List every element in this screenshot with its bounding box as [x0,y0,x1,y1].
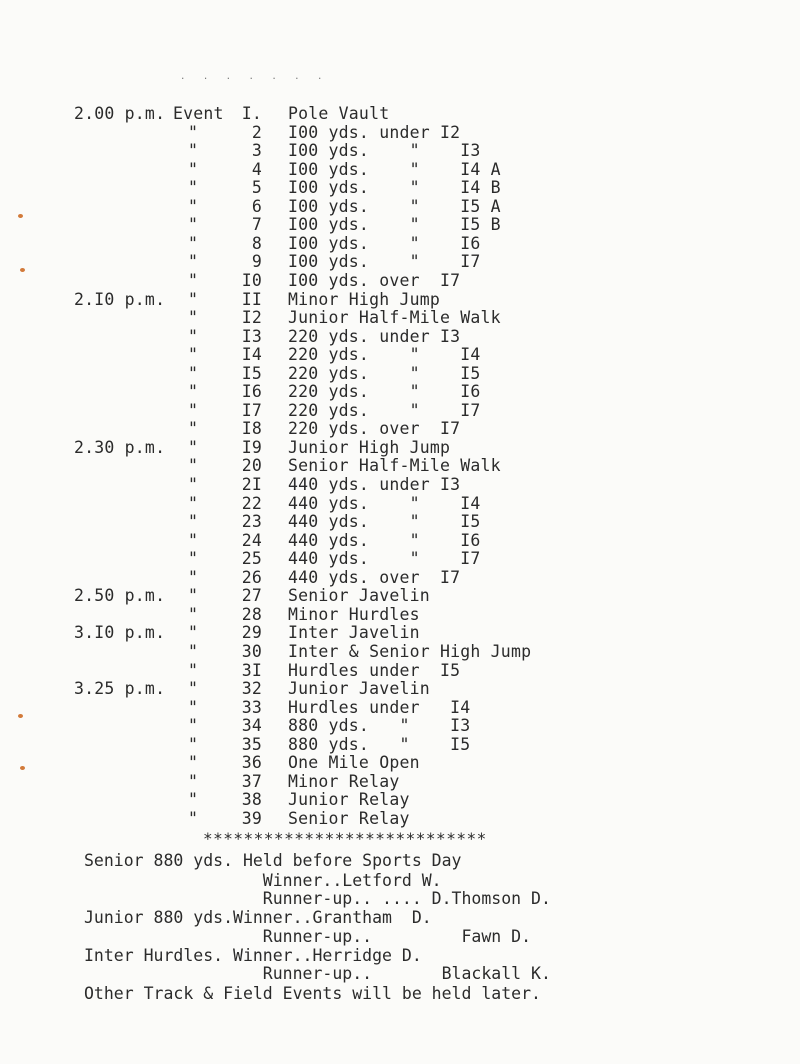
event-label: " [188,771,199,791]
event-description: I00 yds. " I4 B [288,178,501,198]
event-label: " [188,512,199,532]
event-description: Senior Half-Mile Walk [288,456,501,476]
event-number: 30 [241,641,262,661]
event-label: " [188,122,199,142]
event-number: 27 [241,586,262,606]
event-label: " [188,326,199,346]
event-description: Junior Relay [288,790,410,810]
event-number: 34 [241,716,262,736]
event-description: I00 yds. over I7 [288,270,461,290]
event-description: 220 yds. " I6 [288,382,481,402]
event-number: 29 [241,623,262,643]
result-line: Junior 880 yds.Winner..Grantham D. [84,908,432,927]
event-number: I2 [241,308,262,328]
result-line: Inter Hurdles. Winner..Herridge D. [84,946,422,965]
event-number: 4 [251,159,262,179]
event-label: " [188,679,199,699]
event-label: " [188,530,199,550]
event-label: " [188,345,199,365]
event-label: " [188,808,199,828]
event-description: Junior High Jump [288,437,451,457]
event-number: 2I [241,475,262,494]
event-label: " [188,753,199,773]
event-number: I8 [241,419,262,439]
event-label: " [188,567,199,587]
event-label: " [188,308,199,328]
event-time: 2.00 p.m. [74,104,166,123]
event-description: 220 yds. over I7 [288,419,461,439]
event-description: 220 yds. " I7 [288,400,481,420]
event-label: " [188,549,199,569]
event-number: 35 [241,734,262,754]
event-label: " [188,400,199,420]
event-label: " [188,623,199,643]
event-description: 880 yds. " I5 [288,734,471,754]
result-line: Runner-up.. Blackall K. [84,964,551,983]
event-description: Minor Relay [288,771,400,791]
binder-hole-mark [20,766,25,770]
event-number: 25 [241,549,262,569]
event-description: Senior Javelin [288,586,430,606]
event-label: " [188,437,199,457]
event-number: 3 [251,141,262,161]
event-label: " [188,790,199,810]
event-number: I6 [241,382,262,402]
event-description: Inter & Senior High Jump [288,641,532,661]
event-description: 440 yds. " I4 [288,493,481,513]
event-label: " [188,716,199,736]
event-number: 22 [241,493,262,513]
event-number: I4 [241,345,262,365]
event-label: " [188,734,199,754]
event-number: 9 [251,252,262,272]
event-number: 5 [251,178,262,198]
event-number: 6 [251,196,262,216]
event-label: " [188,697,199,717]
binder-hole-mark [18,214,23,218]
event-number: 36 [241,753,262,773]
separator-line: **************************** [203,829,487,848]
event-label: " [188,289,199,309]
event-description: Hurdles under I4 [288,697,471,717]
event-number: 28 [241,604,262,624]
header-marks: . . . . . . . [180,72,329,82]
event-label: " [188,178,199,198]
event-label: " [188,270,199,290]
event-label: " [188,604,199,624]
event-label: " [188,363,199,383]
result-line: Other Track & Field Events will be held later. [84,984,541,1003]
event-number: I5 [241,363,262,383]
event-number: 23 [241,512,262,532]
event-description: I00 yds. " I5 B [288,215,501,235]
event-number: I9 [241,437,262,457]
event-description: Junior Half-Mile Walk [288,308,501,328]
event-description: 440 yds. over I7 [288,567,461,587]
event-number: 20 [241,456,262,476]
event-description: One Mile Open [288,753,420,773]
event-number: 33 [241,697,262,717]
event-time: 2.50 p.m. [74,586,166,606]
event-number: 3I [241,660,262,680]
event-number: I0 [241,270,262,290]
event-description: 440 yds. under I3 [288,475,461,494]
event-number: 32 [241,679,262,699]
event-description: Minor High Jump [288,289,441,309]
event-description: 220 yds. under I3 [288,326,461,346]
event-label: " [188,660,199,680]
event-number: 24 [241,530,262,550]
event-time: 2.30 p.m. [74,437,166,457]
event-number: I3 [241,326,262,346]
event-label: Event [173,104,224,123]
event-label: " [188,252,199,272]
event-description: I00 yds. under I2 [288,122,461,142]
event-description: Inter Javelin [288,623,420,643]
event-time: 2.I0 p.m. [74,289,166,309]
event-label: " [188,475,199,494]
event-number: 26 [241,567,262,587]
event-number: 2 [251,122,262,142]
event-description: Minor Hurdles [288,604,420,624]
event-description: Hurdles under I5 [288,660,461,680]
event-number: I. [241,104,262,123]
event-number: 37 [241,771,262,791]
event-description: Junior Javelin [288,679,430,699]
event-description: 440 yds. " I5 [288,512,481,532]
result-line: Winner..Letford W. [84,871,442,890]
event-label: " [188,419,199,439]
event-description: 440 yds. " I6 [288,530,481,550]
event-number: 8 [251,233,262,253]
event-label: " [188,159,199,179]
event-number: 7 [251,215,262,235]
event-description: Pole Vault [288,104,390,123]
event-label: " [188,641,199,661]
event-description: I00 yds. " I3 [288,141,481,161]
event-label: " [188,215,199,235]
event-number: I7 [241,400,262,420]
event-description: I00 yds. " I7 [288,252,481,272]
event-description: 220 yds. " I4 [288,345,481,365]
event-time: 3.25 p.m. [74,679,166,699]
event-description: 440 yds. " I7 [288,549,481,569]
event-label: " [188,456,199,476]
event-description: I00 yds. " I6 [288,233,481,253]
binder-hole-mark [20,268,25,272]
event-label: " [188,493,199,513]
event-number: 38 [241,790,262,810]
event-label: " [188,382,199,402]
event-time: 3.I0 p.m. [74,623,166,643]
result-line: Senior 880 yds. Held before Sports Day [84,851,462,870]
event-number: II [241,289,262,309]
event-description: 220 yds. " I5 [288,363,481,383]
event-description: 880 yds. " I3 [288,716,471,736]
result-line: Runner-up.. Fawn D. [84,927,532,946]
event-description: I00 yds. " I4 A [288,159,501,179]
event-label: " [188,586,199,606]
event-label: " [188,141,199,161]
event-number: 39 [241,808,262,828]
event-description: Senior Relay [288,808,410,828]
event-label: " [188,233,199,253]
result-line: Runner-up.. .... D.Thomson D. [84,889,551,908]
event-description: I00 yds. " I5 A [288,196,501,216]
binder-hole-mark [18,714,23,718]
event-label: " [188,196,199,216]
